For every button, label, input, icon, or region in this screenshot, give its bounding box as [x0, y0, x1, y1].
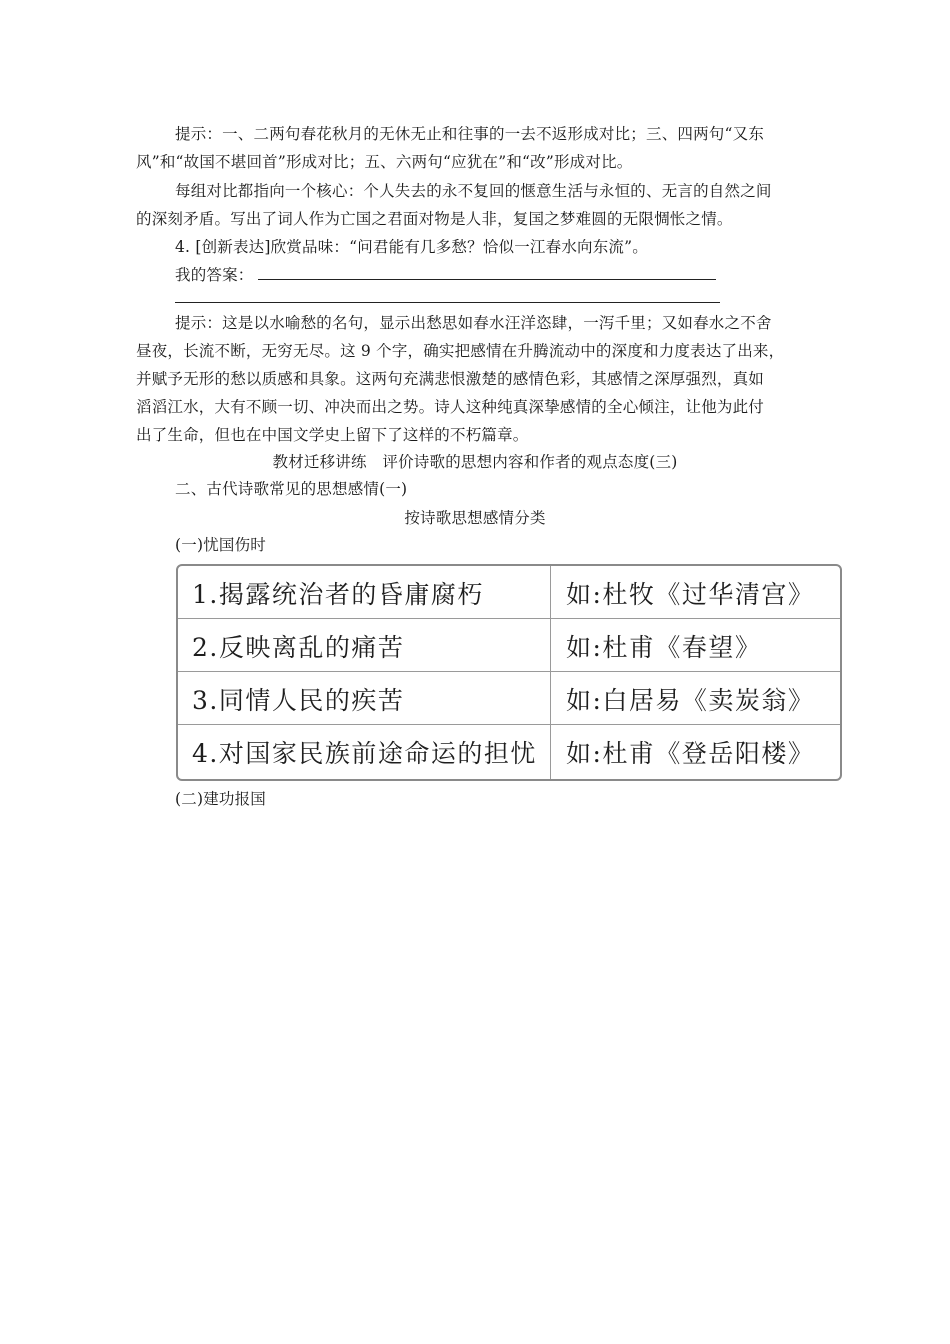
theme-cell: 3.同情人民的疾苦: [192, 685, 405, 715]
answer-row: [175, 263, 830, 285]
hint2-line2: 昼夜，长流不断，无穷无尽。这 9 个字，确实把感情在升腾流动中的深度和力度表达了出来，: [136, 342, 785, 360]
group-heading-1: (一)忧国伤时: [175, 536, 266, 554]
para2-line1: 每组对比都指向一个核心：个人失去的永不复回的惬意生活与永恒的、无言的自然之间: [175, 182, 772, 200]
example-cell: 如:杜甫《春望》: [566, 632, 762, 662]
theme-cell: 1.揭露统治者的昏庸腐朽: [192, 579, 484, 609]
answer-blank-line[interactable]: [258, 263, 716, 280]
theme-cell: 4.对国家民族前途命运的担忧: [192, 738, 537, 768]
hint2-line3: 并赋予无形的愁以质感和具象。这两句充满悲恨激楚的感情色彩，其感情之深厚强烈，真如: [136, 370, 765, 388]
table-caption: 按诗歌思想感情分类: [404, 509, 546, 527]
example-cell: 如:杜甫《登岳阳楼》: [566, 738, 815, 768]
hint1-line2: 风”和“故国不堪回首”形成对比；五、六两句“应犹在”和“改”形成对比。: [136, 153, 633, 171]
table-row: [178, 566, 840, 619]
table-row: [178, 672, 840, 725]
theme-cell: 2.反映离乱的痛苦: [192, 632, 405, 662]
emotion-classification-table: [176, 564, 842, 781]
subsection-title: 二、古代诗歌常见的思想感情(一): [175, 480, 408, 498]
table-row: [178, 619, 840, 672]
hint2-line1: 提示：这是以水喻愁的名句，显示出愁思如春水汪洋恣肆，一泻千里；又如春水之不舍: [175, 314, 772, 332]
hint1-line1: 提示：一、二两句春花秋月的无休无止和往事的一去不返形成对比；三、四两句“又东: [175, 125, 765, 143]
answer-blank-line-2[interactable]: [175, 302, 720, 303]
group-heading-2: (二)建功报国: [175, 790, 266, 808]
hint2-line4: 滔滔江水，大有不顾一切、冲决而出之势。诗人这种纯真深挚感情的全心倾注，让他为此付: [136, 398, 765, 416]
hint2-line5: 出了生命，但也在中国文学史上留下了这样的不朽篇章。: [136, 426, 529, 444]
example-cell: 如:白居易《卖炭翁》: [566, 685, 815, 715]
example-cell: 如:杜牧《过华清宫》: [566, 579, 815, 609]
para2-line2: 的深刻矛盾。写出了词人作为亡国之君面对物是人非，复国之梦难圆的无限惆怅之情。: [136, 210, 733, 228]
table-row: [178, 725, 840, 778]
answer-label: 我的答案：: [175, 266, 254, 284]
question-4: 4. [创新表达]欣赏品味：“问君能有几多愁？恰似一江春水向东流”。: [175, 238, 648, 256]
section-title: 教材迁移讲练 评价诗歌的思想内容和作者的观点态度(三): [272, 453, 678, 471]
